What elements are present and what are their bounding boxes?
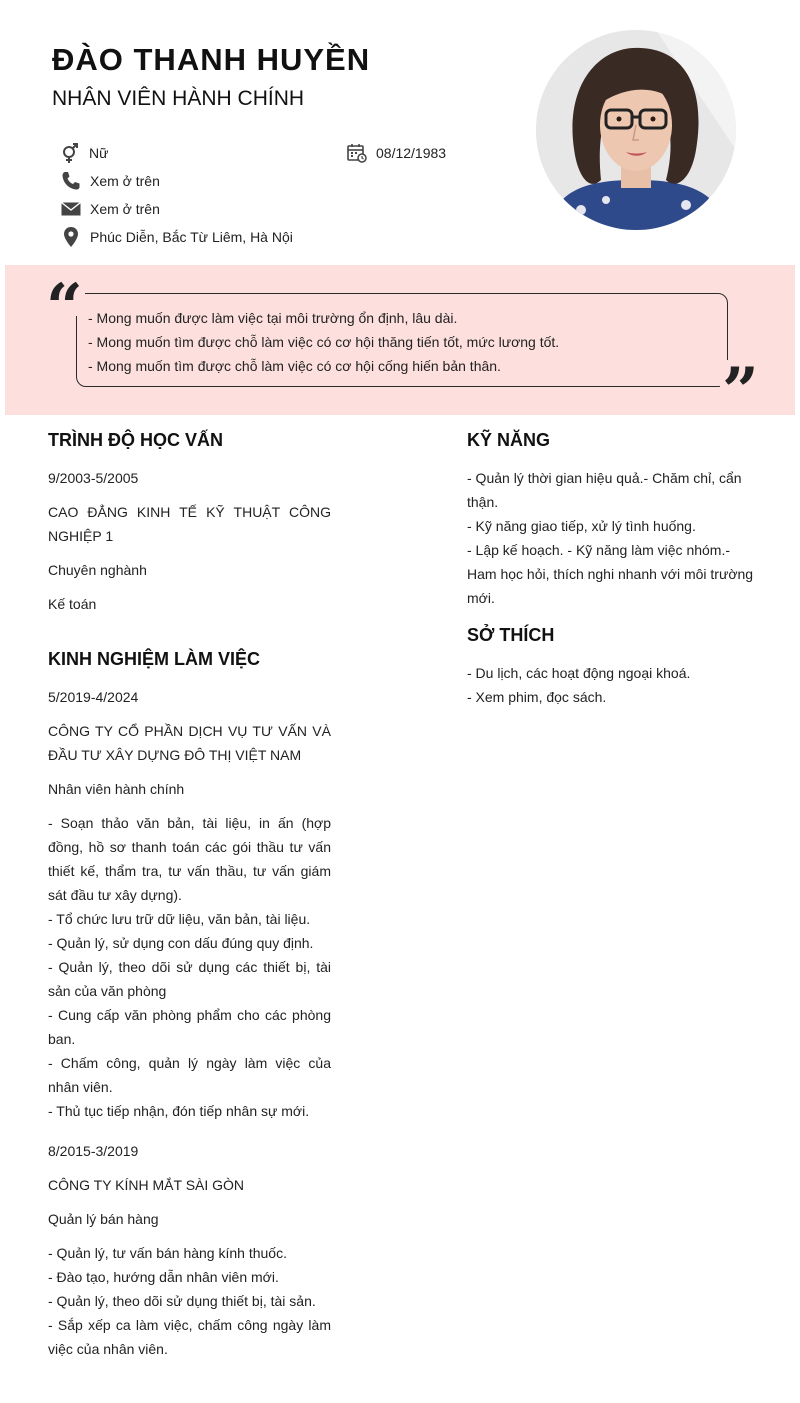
job-duty: - Thủ tục tiếp nhận, đón tiếp nhân sự mới.: [48, 1103, 310, 1119]
address-value: Phúc Diễn, Bắc Từ Liêm, Hà Nội: [90, 229, 293, 245]
job-duty: - Cung cấp văn phòng phẩm cho các phòng ban.: [48, 1007, 331, 1047]
objective-line: - Mong muốn tìm được chỗ làm việc có cơ hội cống hiến bản thân.: [88, 358, 501, 374]
objective-line: - Mong muốn được làm việc tại môi trường ổn định, lâu dài.: [88, 310, 458, 326]
job-position: Quản lý bán hàng: [48, 1211, 159, 1227]
quote-open-icon: “: [46, 276, 83, 316]
hobbies-list: [467, 661, 757, 709]
hobbies-title: SỞ THÍCH: [467, 625, 555, 645]
education-period: 9/2003-5/2005: [48, 470, 139, 486]
job-duty: - Quản lý, tư vấn bán hàng kính thuốc.: [48, 1245, 287, 1261]
job-period: 8/2015-3/2019: [48, 1143, 139, 1159]
info-birthday: [346, 142, 446, 164]
skills-title: KỸ NĂNG: [467, 430, 551, 450]
avatar: [536, 30, 736, 230]
phone-value: Xem ở trên: [90, 173, 160, 189]
info-email: [60, 198, 160, 220]
experience-job-1: [48, 685, 331, 1123]
job-duty: - Quản lý, theo dõi sử dụng thiết bị, tài sản.: [48, 1293, 316, 1309]
gender-icon: [59, 142, 81, 164]
job-duty: - Quản lý, theo dõi sử dụng các thiết bị, tài sản của văn phòng: [48, 959, 331, 999]
skill-item: - Kỹ năng giao tiếp, xử lý tình huống.: [467, 518, 696, 534]
job-title: NHÂN VIÊN HÀNH CHÍNH: [52, 87, 305, 110]
objective-box: [76, 293, 728, 387]
job-duties: [48, 1241, 331, 1361]
info-address: [60, 226, 293, 248]
experience-job-2: [48, 1139, 331, 1361]
job-duty: - Sắp xếp ca làm việc, chấm công ngày làm việc của nhân viên.: [48, 1317, 331, 1357]
education-school: CAO ĐẲNG KINH TẾ KỸ THUẬT CÔNG NGHIỆP 1: [48, 504, 331, 544]
email-value: Xem ở trên: [90, 201, 160, 217]
birthday-value: 08/12/1983: [376, 145, 447, 161]
job-company: CÔNG TY KÍNH MẮT SÀI GÒN: [48, 1177, 245, 1193]
skill-item: - Lập kế hoạch. - Kỹ năng làm việc nhóm.- Ham học hỏi, thích nghi nhanh với môi trường mới.: [467, 542, 754, 606]
job-duties: [48, 811, 331, 1123]
quote-close-icon: ”: [722, 360, 759, 400]
job-duty: - Chấm công, quản lý ngày làm việc của nhân viên.: [48, 1055, 331, 1095]
education-title: TRÌNH ĐỘ HỌC VẤN: [48, 430, 223, 450]
info-phone: [60, 170, 160, 192]
job-position: Nhân viên hành chính: [48, 781, 185, 797]
job-duty: - Soạn thảo văn bản, tài liệu, in ấn (hợp đồng, hồ sơ thanh toán các gói thầu tư vấn thiết kế, thẩm tra, tư vấn thầu, tư vấn giám sát đầu tư xây dựng).: [48, 815, 331, 903]
hobby-item: - Du lịch, các hoạt động ngoại khoá.: [467, 665, 691, 681]
phone-icon: [60, 170, 82, 192]
hobby-item: - Xem phim, đọc sách.: [467, 689, 607, 705]
education-section: [48, 466, 331, 616]
candidate-name: ĐÀO THANH HUYỀN: [52, 42, 371, 77]
job-period: 5/2019-4/2024: [48, 689, 139, 705]
experience-title: KINH NGHIỆM LÀM VIỆC: [48, 649, 261, 669]
calendar-icon: [346, 142, 368, 164]
job-duty: - Tổ chức lưu trữ dữ liệu, văn bản, tài liệu.: [48, 911, 311, 927]
job-duty: - Đào tạo, hướng dẫn nhân viên mới.: [48, 1269, 279, 1285]
info-gender: [59, 142, 108, 164]
gender-value: Nữ: [89, 145, 109, 161]
job-duty: - Quản lý, sử dụng con dấu đúng quy định.: [48, 935, 314, 951]
job-company: CÔNG TY CỔ PHẦN DỊCH VỤ TƯ VẤN VÀ ĐẦU TƯ XÂY DỰNG ĐÔ THỊ VIỆT NAM: [48, 723, 331, 763]
education-major-label: Chuyên nghành: [48, 562, 147, 578]
envelope-icon: [60, 198, 82, 220]
objective-line: - Mong muốn tìm được chỗ làm việc có cơ hội thăng tiến tốt, mức lương tốt.: [88, 334, 560, 350]
education-major: Kế toán: [48, 596, 97, 612]
skills-list: [467, 466, 757, 610]
skill-item: - Quản lý thời gian hiệu quả.- Chăm chỉ, cẩn thận.: [467, 470, 742, 510]
map-pin-icon: [60, 226, 82, 248]
